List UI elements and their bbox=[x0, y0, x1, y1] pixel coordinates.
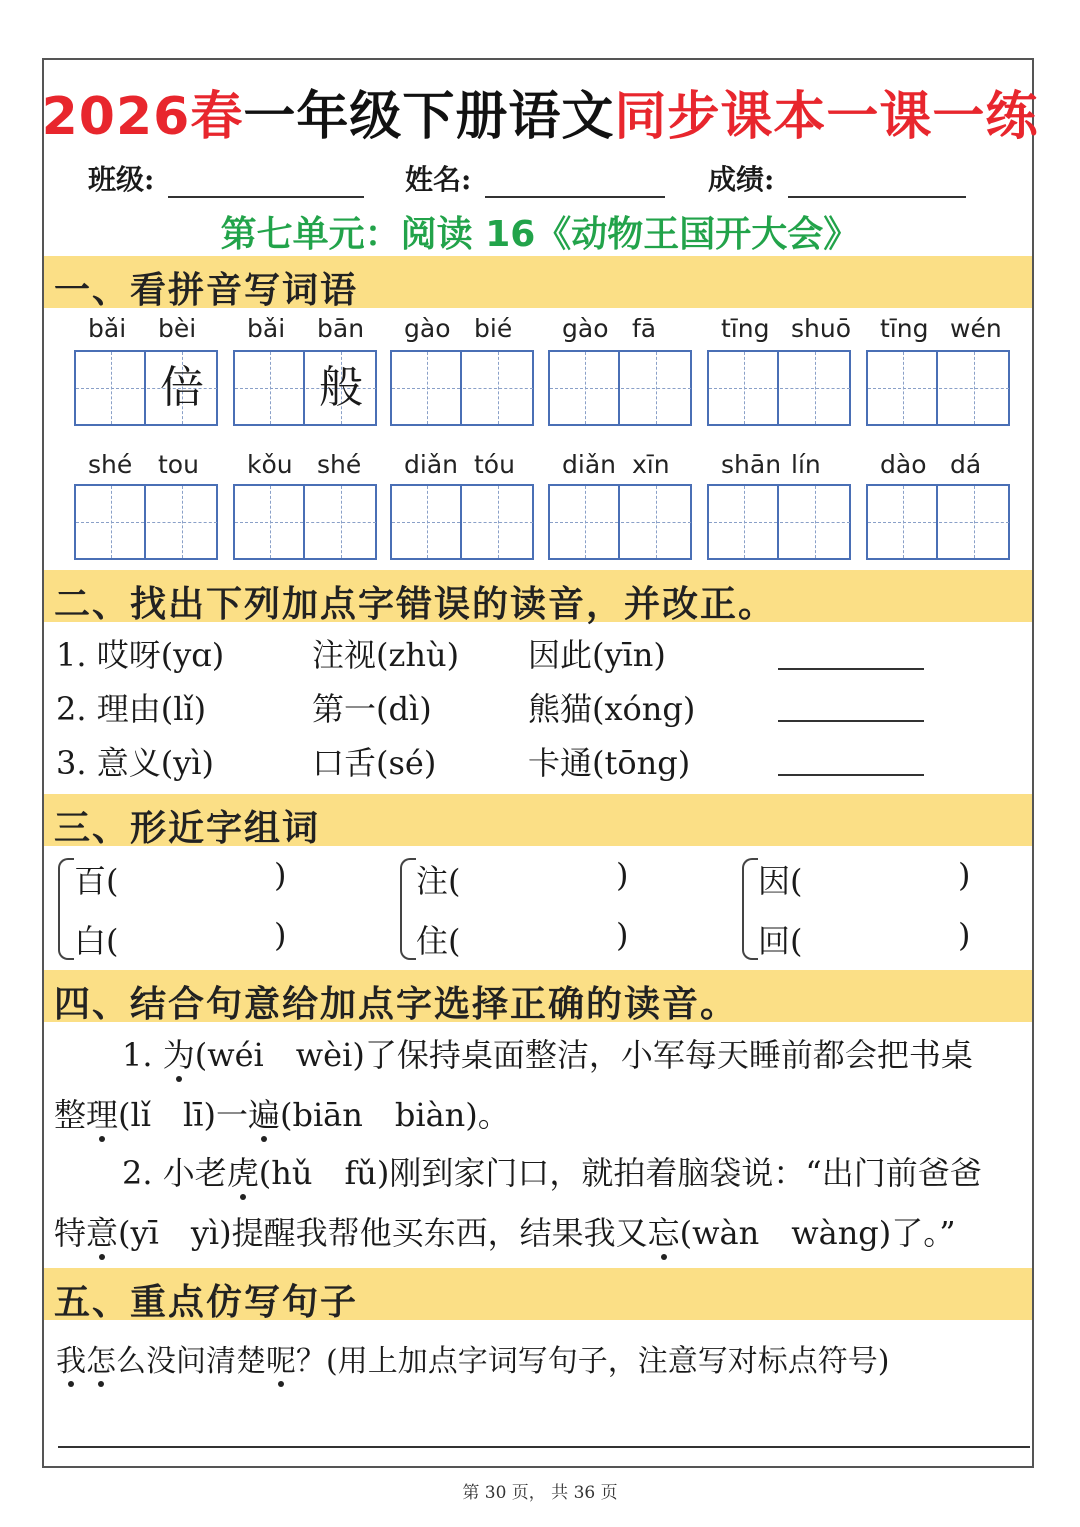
name-field bbox=[405, 158, 665, 198]
grid-cell[interactable] bbox=[939, 352, 1009, 424]
score-blank[interactable] bbox=[788, 166, 966, 198]
pinyin-pinyin_row2-2-a: kǒu bbox=[247, 450, 293, 479]
s5-prompt: 我怎么没问清楚呢？(用上加点字词写句子，注意写对标点符号) bbox=[56, 1344, 890, 1379]
pinyin-pinyin_row1-3-b: bié bbox=[474, 314, 513, 343]
pinyin-pinyin_row2-6-a: dào bbox=[880, 450, 927, 479]
bracket-2 bbox=[400, 858, 416, 960]
pinyin-pinyin_row2-5-b: lín bbox=[791, 450, 821, 479]
bracket-1 bbox=[58, 858, 74, 960]
writing-grid[interactable] bbox=[548, 350, 692, 426]
writing-grid[interactable] bbox=[233, 484, 377, 560]
grid-cell[interactable] bbox=[621, 486, 691, 558]
s2-row1-a: 1. 哎呀(yɑ) bbox=[56, 636, 225, 674]
title-grade: 一年级下册语文 bbox=[243, 87, 615, 147]
pinyin-pinyin_row1-5-b: shuō bbox=[791, 314, 852, 343]
unit-title: 第七单元：阅读 16《动物王国开大会》 bbox=[220, 214, 860, 255]
pinyin-pinyin_row1-5-a: tīng bbox=[721, 314, 770, 343]
s2-answer-3[interactable] bbox=[778, 774, 924, 776]
grid-cell[interactable] bbox=[147, 486, 217, 558]
title-year: 2026春 bbox=[41, 87, 244, 147]
class-blank[interactable] bbox=[168, 166, 364, 198]
score-label: 成绩: bbox=[708, 163, 775, 196]
pinyin-pinyin_row2-2-b: shé bbox=[317, 450, 362, 479]
pinyin-pinyin_row1-3-a: gào bbox=[404, 314, 451, 343]
writing-grid[interactable] bbox=[390, 350, 534, 426]
pinyin-pinyin_row1-6-b: wén bbox=[950, 314, 1002, 343]
s3-g1-bottom-close: ) bbox=[274, 916, 287, 954]
s3-g2-bottom-close: ) bbox=[616, 916, 629, 954]
grid-cell[interactable] bbox=[709, 486, 779, 558]
grid-cell[interactable] bbox=[780, 486, 850, 558]
grid-character: 倍 bbox=[160, 362, 204, 413]
grid-cell[interactable] bbox=[147, 352, 217, 424]
grid-cell[interactable] bbox=[306, 486, 376, 558]
pinyin-pinyin_row1-4-a: gào bbox=[562, 314, 609, 343]
s3-g2-top-close: ) bbox=[616, 856, 629, 894]
grid-cell[interactable] bbox=[235, 486, 305, 558]
grid-cell[interactable] bbox=[392, 352, 462, 424]
s2-answer-1[interactable] bbox=[778, 668, 924, 670]
pinyin-pinyin_row1-6-a: tīng bbox=[880, 314, 929, 343]
pinyin-pinyin_row1-2-a: bǎi bbox=[247, 314, 286, 343]
s3-g3-top: 因( bbox=[758, 862, 803, 900]
writing-grid[interactable] bbox=[548, 484, 692, 560]
grid-cell[interactable] bbox=[463, 486, 533, 558]
grid-character: 般 bbox=[319, 362, 363, 413]
s2-answer-2[interactable] bbox=[778, 720, 924, 722]
s2-row1-c: 因此(yīn) bbox=[528, 636, 666, 674]
title-series: 同步课本一课一练 bbox=[614, 87, 1039, 147]
s4-line-4: 特意(yī yì)提醒我帮他买东西，结果我又忘(wàn wàng)了。” bbox=[54, 1214, 956, 1252]
grid-cell[interactable] bbox=[550, 486, 620, 558]
pinyin-pinyin_row1-2-b: bān bbox=[317, 314, 365, 343]
writing-grid[interactable] bbox=[74, 350, 218, 426]
grid-cell[interactable] bbox=[621, 352, 691, 424]
s3-g1-bottom: 白( bbox=[74, 922, 119, 960]
s4-line-2: 整理(lǐ lī)一遍(biān biàn)。 bbox=[54, 1096, 510, 1134]
writing-grid[interactable] bbox=[390, 484, 534, 560]
s3-g2-bottom: 住( bbox=[416, 922, 461, 960]
pinyin-pinyin_row2-1-b: tou bbox=[158, 450, 199, 479]
pinyin-pinyin_row2-6-b: dá bbox=[950, 450, 982, 479]
s4-line-3: 2. 小老虎(hǔ fǔ)刚到家门口，就拍着脑袋说：“出门前爸爸 bbox=[122, 1154, 982, 1192]
s2-row3-a: 3. 意义(yì) bbox=[56, 744, 214, 782]
pinyin-pinyin_row2-5-a: shān bbox=[721, 450, 782, 479]
writing-grid[interactable] bbox=[74, 484, 218, 560]
class-field bbox=[88, 158, 364, 198]
grid-cell[interactable] bbox=[550, 352, 620, 424]
writing-grid[interactable] bbox=[866, 350, 1010, 426]
pinyin-pinyin_row1-4-b: fā bbox=[632, 314, 657, 343]
s3-g1-top: 百( bbox=[74, 862, 119, 900]
pinyin-pinyin_row2-3-b: tóu bbox=[474, 450, 515, 479]
pinyin-pinyin_row1-1-a: bǎi bbox=[88, 314, 127, 343]
grid-cell[interactable] bbox=[463, 352, 533, 424]
s4-line-1: 1. 为(wéi wèi)了保持桌面整洁，小军每天睡前都会把书桌 bbox=[122, 1036, 973, 1074]
grid-cell[interactable] bbox=[76, 352, 146, 424]
name-label: 姓名: bbox=[405, 163, 472, 196]
grid-cell[interactable] bbox=[235, 352, 305, 424]
writing-grid[interactable] bbox=[866, 484, 1010, 560]
s2-row2-c: 熊猫(xóng) bbox=[528, 690, 696, 728]
section-3-header: 三、形近字组词 bbox=[44, 794, 1032, 846]
writing-grid[interactable] bbox=[707, 484, 851, 560]
writing-grid[interactable] bbox=[233, 350, 377, 426]
s2-row2-b: 第一(dì) bbox=[312, 690, 432, 728]
page-footer: 第 30 页， 共 36 页 bbox=[462, 1483, 618, 1503]
s3-g3-bottom-close: ) bbox=[958, 916, 971, 954]
grid-cell[interactable] bbox=[76, 486, 146, 558]
s3-g3-bottom: 回( bbox=[758, 922, 803, 960]
class-label: 班级: bbox=[88, 163, 155, 196]
s3-g1-top-close: ) bbox=[274, 856, 287, 894]
s2-row3-c: 卡通(tōng) bbox=[528, 744, 691, 782]
score-field bbox=[708, 158, 966, 198]
s3-g3-top-close: ) bbox=[958, 856, 971, 894]
s3-g2-top: 注( bbox=[416, 862, 461, 900]
grid-cell[interactable] bbox=[392, 486, 462, 558]
pinyin-pinyin_row2-1-a: shé bbox=[88, 450, 133, 479]
writing-grid[interactable] bbox=[707, 350, 851, 426]
section-4-header: 四、结合句意给加点字选择正确的读音。 bbox=[44, 970, 1032, 1022]
section-1-header: 一、看拼音写词语 bbox=[44, 256, 1032, 308]
pinyin-pinyin_row1-1-b: bèi bbox=[158, 314, 197, 343]
s2-row1-b: 注视(zhù) bbox=[312, 636, 460, 674]
name-blank[interactable] bbox=[485, 166, 665, 198]
grid-cell[interactable] bbox=[780, 352, 850, 424]
grid-cell[interactable] bbox=[868, 486, 938, 558]
grid-cell[interactable] bbox=[709, 352, 779, 424]
section-5-header: 五、重点仿写句子 bbox=[44, 1268, 1032, 1320]
grid-cell[interactable] bbox=[868, 352, 938, 424]
s5-answer-line[interactable] bbox=[58, 1446, 1030, 1448]
grid-cell[interactable] bbox=[306, 352, 376, 424]
pinyin-pinyin_row2-4-b: xīn bbox=[632, 450, 670, 479]
grid-cell[interactable] bbox=[939, 486, 1009, 558]
section-2-header: 二、找出下列加点字错误的读音，并改正。 bbox=[44, 570, 1032, 622]
s2-row2-a: 2. 理由(lǐ) bbox=[56, 690, 207, 728]
pinyin-pinyin_row2-3-a: diǎn bbox=[404, 450, 458, 479]
pinyin-pinyin_row2-4-a: diǎn bbox=[562, 450, 616, 479]
bracket-3 bbox=[742, 858, 758, 960]
s2-row3-b: 口舌(sé) bbox=[312, 744, 437, 782]
page-title bbox=[0, 74, 1080, 149]
